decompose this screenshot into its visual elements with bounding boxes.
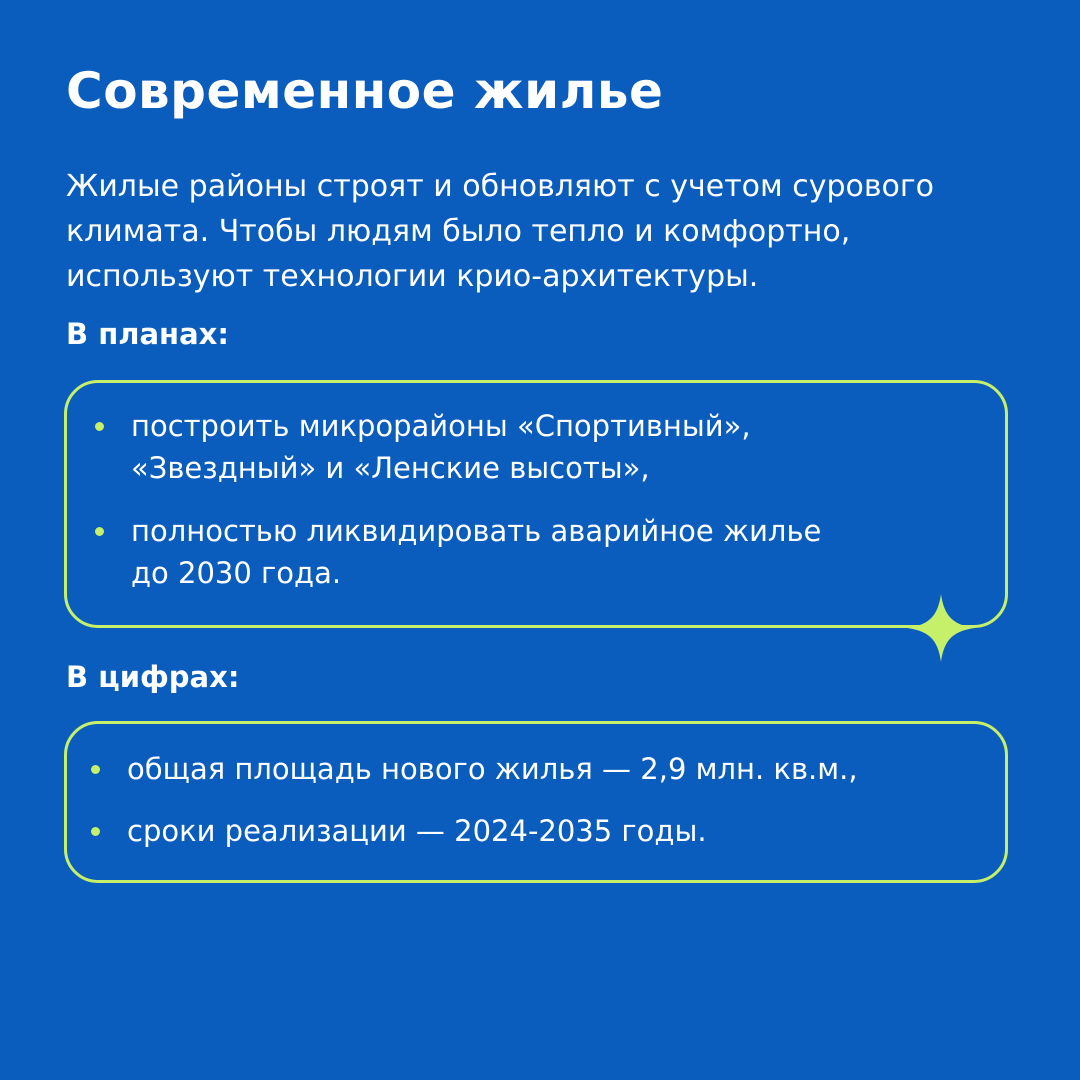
list-item-line: общая площадь нового жилья — 2,9 млн. кв.м., <box>127 752 858 786</box>
intro-line: используют технологии крио-архитектуры. <box>66 259 759 294</box>
dot-bullet-icon <box>91 765 100 774</box>
four-point-star-icon <box>905 592 977 664</box>
list-item-line: «Звездный» и «Ленские высоты», <box>131 451 650 485</box>
dot-bullet-icon <box>95 422 104 431</box>
list-item <box>131 405 751 489</box>
list-item <box>127 748 858 790</box>
plans-heading: В планах: <box>66 317 229 351</box>
list-item-line: сроки реализации — 2024-2035 годы. <box>127 814 707 848</box>
list-item-line: построить микрорайоны «Спортивный», <box>131 409 751 443</box>
plans-box <box>64 380 1008 628</box>
list-item <box>131 510 821 594</box>
intro-line: Жилые районы строят и обновляют с учетом сурового <box>66 169 934 204</box>
list-item <box>127 810 707 852</box>
intro-paragraph <box>66 164 1026 299</box>
numbers-box <box>64 721 1008 883</box>
numbers-heading: В цифрах: <box>66 660 240 694</box>
list-item-line: полностью ликвидировать аварийное жилье <box>131 514 822 548</box>
intro-line: климата. Чтобы людям было тепло и комфортно, <box>66 214 851 249</box>
dot-bullet-icon <box>91 827 100 836</box>
dot-bullet-icon <box>95 527 104 536</box>
list-item-line: до 2030 года. <box>131 556 342 590</box>
page-title: Современное жилье <box>66 62 664 120</box>
